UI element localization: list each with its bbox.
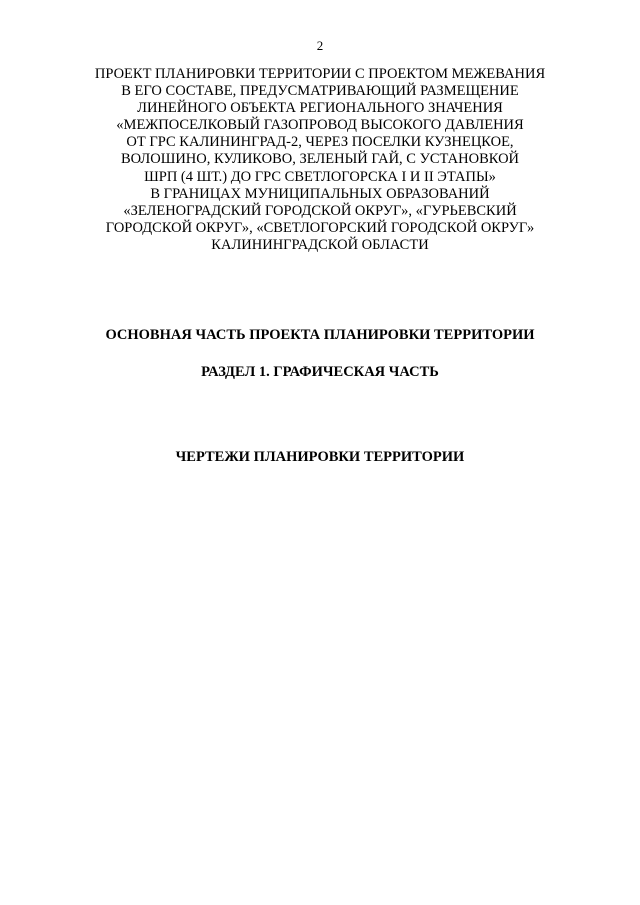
- title-line: «ЗЕЛЕНОГРАДСКИЙ ГОРОДСКОЙ ОКРУГ», «ГУРЬЕВСКИЙ: [123, 202, 517, 219]
- main-part-heading: ОСНОВНАЯ ЧАСТЬ ПРОЕКТА ПЛАНИРОВКИ ТЕРРИТОРИИ: [105, 327, 535, 343]
- title-line: ГОРОДСКОЙ ОКРУГ», «СВЕТЛОГОРСКИЙ ГОРОДСКОЙ ОКРУГ»: [105, 219, 535, 236]
- page-number: 2: [316, 38, 324, 53]
- title-line: ШРП (4 ШТ.) ДО ГРС СВЕТЛОГОРСКА I И II ЭТАПЫ»: [144, 168, 496, 185]
- title-line: В ГРАНИЦАХ МУНИЦИПАЛЬНЫХ ОБРАЗОВАНИЙ: [150, 185, 490, 202]
- title-line: В ЕГО СОСТАВЕ, ПРЕДУСМАТРИВАЮЩИЙ РАЗМЕЩЕНИЕ: [121, 83, 519, 100]
- title-line: КАЛИНИНГРАДСКОЙ ОБЛАСТИ: [211, 236, 429, 253]
- title-line: ВОЛОШИНО, КУЛИКОВО, ЗЕЛЕНЫЙ ГАЙ, С УСТАНОВКОЙ: [120, 151, 520, 168]
- section-heading: РАЗДЕЛ 1. ГРАФИЧЕСКАЯ ЧАСТЬ: [201, 364, 439, 380]
- title-line: ОТ ГРС КАЛИНИНГРАД-2, ЧЕРЕЗ ПОСЕЛКИ КУЗНЕЦКОЕ,: [126, 134, 514, 151]
- title-line: ПРОЕКТ ПЛАНИРОВКИ ТЕРРИТОРИИ С ПРОЕКТОМ МЕЖЕВАНИЯ: [94, 66, 546, 82]
- document-title: [60, 66, 580, 254]
- drawings-heading: ЧЕРТЕЖИ ПЛАНИРОВКИ ТЕРРИТОРИИ: [175, 449, 465, 465]
- title-line: «МЕЖПОСЕЛКОВЫЙ ГАЗОПРОВОД ВЫСОКОГО ДАВЛЕНИЯ: [116, 117, 524, 134]
- title-line: ЛИНЕЙНОГО ОБЪЕКТА РЕГИОНАЛЬНОГО ЗНАЧЕНИЯ: [137, 100, 503, 117]
